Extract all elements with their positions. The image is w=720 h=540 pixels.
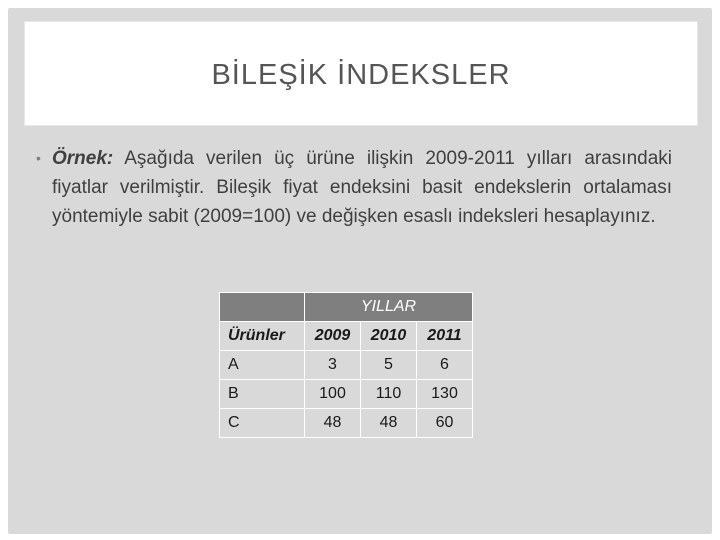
price-cell: 110	[361, 380, 417, 409]
price-cell: 48	[361, 409, 417, 438]
price-cell: 3	[305, 351, 361, 380]
table-header-row	[220, 293, 473, 322]
price-cell: 60	[417, 409, 473, 438]
product-cell: C	[220, 409, 305, 438]
table-subheader-row	[220, 322, 473, 351]
slide-title: BİLEŞİK İNDEKSLER	[211, 59, 511, 91]
table-row	[220, 409, 473, 438]
bullet-icon: •	[36, 150, 41, 166]
products-header: Ürünler	[220, 322, 305, 351]
year-header: 2009	[305, 322, 361, 351]
paragraph	[52, 144, 672, 231]
price-cell: 100	[305, 380, 361, 409]
product-cell: A	[220, 351, 305, 380]
table-corner-cell	[220, 293, 305, 322]
year-header: 2010	[361, 322, 417, 351]
paragraph-text: Aşağıda verilen üç ürüne ilişkin 2009-2011 yılları arasındaki fiyatlar verilmiştir. Bileşik fiyat endeksini basit endekslerin ortalaması yöntemiyle sabit (2009=100) ve değişken esaslı indeksleri hesaplayınız.	[52, 148, 672, 227]
year-header: 2011	[417, 322, 473, 351]
price-cell: 48	[305, 409, 361, 438]
price-cell: 6	[417, 351, 473, 380]
price-cell: 5	[361, 351, 417, 380]
title-box	[24, 21, 698, 126]
price-cell: 130	[417, 380, 473, 409]
table-row	[220, 380, 473, 409]
example-label: Örnek:	[52, 148, 114, 169]
slide	[8, 8, 712, 534]
body-text	[36, 144, 672, 231]
table-row	[220, 351, 473, 380]
price-table	[219, 292, 473, 438]
product-cell: B	[220, 380, 305, 409]
years-group-header: YILLAR	[305, 293, 473, 322]
